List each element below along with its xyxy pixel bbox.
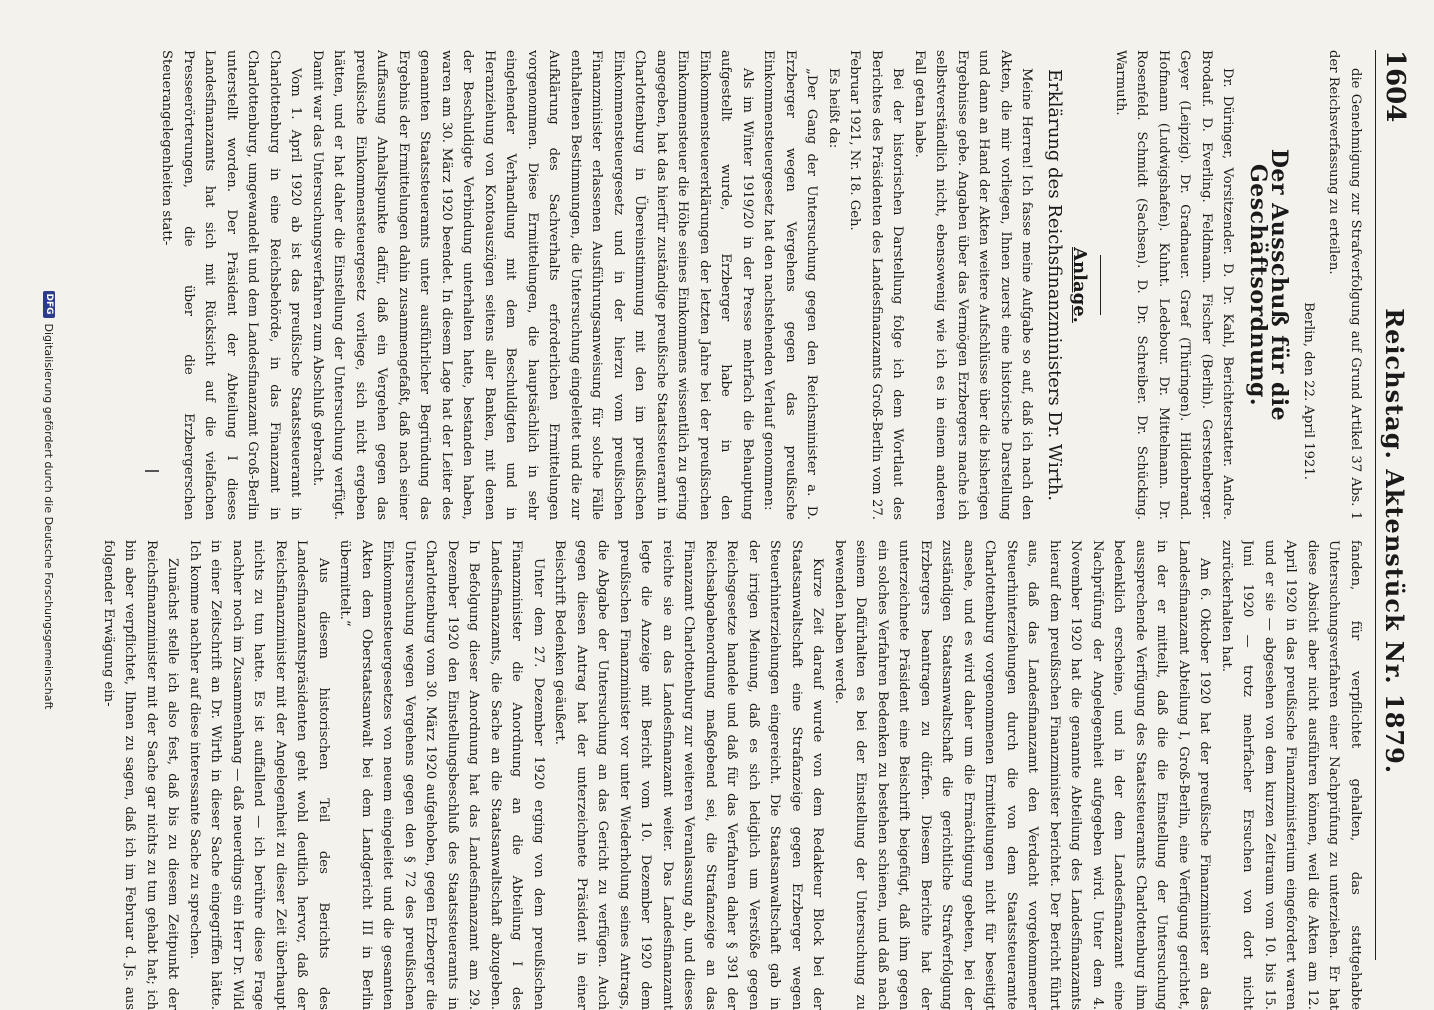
header-title: Reichstag. Aktenstück Nr. 1879. <box>1380 308 1409 775</box>
paragraph: Bei der historischen Darstellung folge ich dem Wortlaut des Berichtes des Präsidenten des Landesfinanzamts Groß-Berlin vom 27. Februar 1921, Nr. 18. Geh. <box>847 50 906 520</box>
paragraph: Aus diesem historischen Teil des Berichts des Landesfinanzamtspräsidenten geht wohl deutlich hervor, daß der Reichsfinanzminister mit der Angelegenheit zu dieser Zeit überhaupt nichts zu tun hatte. Es ist auffallend — ich berühre diese Frage nachher noch im Zusammenhang — daß neuerdings ein Herr Dr. Wild in einer Zeitschrift an Dr. Wirth in dieser Sache eingegriffen hätte. Ich komme nachher auf diese interessante Sache zu sprechen. <box>187 540 331 1010</box>
dfg-logo-icon: DFG <box>43 291 55 318</box>
paragraph: Es heißt da: <box>826 68 841 149</box>
paragraph: Unter dem 27. Dezember 1920 erging von dem preußischen Finanzminister die Anordnung an die Abteilung I des Landesfinanzamts, die Sache an die Staatsanwaltschaft abzugeben. In Befolgung dieser Anordnung hat das Landesfinanzamt am 29. Dezember 1920 den Einstellungsbeschluß des Staatssteueramts in Charlottenburg vom 30. März 1920 aufgehoben, gegen Erzberger die Untersuchung wegen Vergehens gegen den § 72 des preußischen Einkommensteuergesetzes von neuem eingeleitet und die gesamten Akten dem Oberstaatsanwalt bei dem Landgericht III in Berlin übermittelt.“ <box>337 540 546 1010</box>
page-body <box>74 0 1434 1010</box>
left-column <box>76 50 1366 520</box>
divider <box>1101 255 1102 315</box>
paragraph: Meine Herren! Ich fasse meine Aufgabe so auf, daß ich nach den Akten, die mir vorliegen, Ihnen zuerst eine historische Darstellung und dann an Hand der Akten weitere Aufschlüsse über die bisherigen Ergebnisse gebe. Angaben über das Vermögen Erzbergers mache ich selbstverständlich nicht, ebensowenig wie ich es in einem anderen Fall getan habe. <box>912 50 1035 520</box>
declaration-title: Erklärung des Reichsfinanzministers Dr. Wirth. <box>1044 68 1065 502</box>
margin-mark <box>145 470 159 472</box>
paragraph: Kurze Zeit darauf wurde von dem Redakteur Block bei der Staatsanwaltschaft eine Strafanzeige gegen Erzberger wegen Steuerhinterziehungen eingereicht. Die Staatsanwaltschaft gab in der irrigen Meinung, daß es sich lediglich um Verstöße gegen Reichsgesetze handele und daß für das Verfahren daher § 391 der Reichsabgabenordnung maßgebend sei, die Strafanzeige an das Finanzamt Charlottenburg zur weiteren Veranlassung ab, und dieses reichte sie an das Landesfinanzamt weiter. Das Landesfinanzamt legte die Anzeige mit Bericht vom 10. Dezember 1920 dem preußischen Finanzminister vor unter Wiederholung seines Antrags, die Abgabe der Untersuchung an das Gericht zu verfügen. Auch gegen diesen Antrag hat der unterzeichnete Präsident in einer Beischrift Bedenken geäußert. <box>552 540 826 1010</box>
member-list: Dr. Düringer, Vorsitzender. D. Dr. Kahl, Berichterstatter. Andre. Brodauf. D. Everling. Feldmann. Fischer (Berlin). Gerstenberger. Geyer (Leipzig). Dr. Gradnauer. Graef (Thüringen). Hildenbrand. Hofmann (Ludwigshafen). Kuhnt. Ledebour. Dr. Mittelmann. Dr. Rosenfeld. Schmidt (Sachsen). D. Dr. Schreiber. Dr. Schücking. Warmuth. <box>1113 50 1236 520</box>
paragraph: die Genehmigung zur Strafverfolgung auf Grund Artikel 37 Abs. 1 der Reichsverfassung zu erteilen. <box>1326 50 1363 520</box>
footer <box>34 0 64 1000</box>
anlage-heading: Anlage. <box>1069 247 1091 323</box>
paragraph: fanden, für verpflichtet gehalten, das stattgehabte Untersuchungsverfahren einer Nachprüfung zu unterziehen. Er hat diese Absicht aber nicht ausführen können, weil die Akten am 12. April 1920 in das preußische Finanzministerium eingefordert waren und er sie — abgesehen von dem kurzen Zeitraum vom 10. bis 15. Juni 1920 — trotz mehrfacher Ersuchen von dort nicht zurückerhalten hat. <box>1219 540 1363 1010</box>
paragraph: Am 6. Oktober 1920 hat der preußische Finanzminister an das Landesfinanzamt Abteilung I, Groß-Berlin, eine Verfügung gerichtet, in der er mitteilt, daß die die Einstellung der Untersuchung aussprechende Verfügung des Staatssteueramts Charlottenburg ihm bedenklich erscheine, und in der dem Landesfinanzamt eine Nachprüfung der Angelegenheit aufgegeben wird. Unter dem 4. November 1920 hat die genannte Abteilung des Landesfinanzamts hierauf dem preußischen Finanzminister berichtet. Der Bericht führt aus, daß das Landesfinanzamt den Verdacht vorgekommener Steuerhinterziehungen durch die von dem Staatssteueramte Charlottenburg vorgenommenen Ermittelungen nicht für beseitigt ansehe, und es wird daher um die Ermächtigung gebeten, bei der zuständigen Staatsanwaltschaft die gerichtliche Strafverfolgung Erzbergers beantragen zu dürfen. Diesem Berichte hat der unterzeichnete Präsident eine Beischrift beigefügt, daß ihm gegen ein solches Verfahren Bedenken zu bestehen schienen, und daß nach seinem Dafürhalten es bei der Einstellung der Untersuchung zu bewenden haben werde. <box>832 540 1213 1010</box>
paragraph: Vom 1. April 1920 ab ist das preußische Staatssteueramt in Charlottenburg in eine Reichsbehörde, in das Finanzamt in Charlottenburg, umgewandelt und dem Landesfinanzamt Groß-Berlin unterstellt worden. Der Präsident der Abteilung I dieses Landesfinanzamts hat sich mit Rücksicht auf die vielfachen Presseerörterungen, die über die Erzbergerschen Steuerangelegenheiten statt- <box>159 50 304 520</box>
paragraph: Zunächst stelle ich also fest, daß bis zu diesem Zeitpunkt der Reichsfinanzminister mit der Sache gar nichts zu tun gehabt hat; ich bin aber verpflichtet, Ihnen zu sagen, daß ich im Februar d. Js. aus folgender Erwägung ein- <box>101 540 181 1010</box>
date-line: Berlin, den 22. April 1921. <box>1301 302 1316 480</box>
footer-credit: Digitalisierung gefördert durch die Deutsche Forschungsgemeinschaft <box>42 323 56 710</box>
right-column <box>76 540 1366 1010</box>
page-number: 1604 <box>1380 50 1410 123</box>
paragraph: Als im Winter 1919/20 in der Presse mehrfach die Behauptung aufgestellt wurde, Erzberger habe in den Einkommensteuererklärungen der letzten Jahre bei der preußischen Einkommensteuer die Höhe seines Einkommens wissentlich zu gering angegeben, hat das hierfür zuständige preußische Staatssteueramt in Charlottenburg in Übereinstimmung mit den im preußischen Einkommensteuergesetz und in der hierzu vom preußischen Finanzminister erlassenen Ausführungsanweisung für solche Fälle enthaltenen Bestimmungen, die Untersuchung eingeleitet und die zur Aufklärung des Sachverhalts erforderlichen Ermittelungen vorgenommen. Diese Ermittelungen, die hauptsächlich in sehr eingehender Verhandlung mit dem Beschuldigten und in Heranziehung von Kontoauszügen seitens aller Banken, mit denen der Beschuldigte Verbindung unterhalten hatte, bestanden haben, waren am 30. März 1920 beendet. In diesem Lage hat der Leiter des genannten Staatssteueramts unter ausführlicher Begründung das Ergebnis der Ermittelungen dahin zusammengefaßt, daß nach seiner Auffassung Anhaltspunkte dafür, daß ein Vergehen gegen das preußische Einkommensteuergesetz vorliege, sich nicht ergeben hätten, und er hat daher die Einstellung der Untersuchung verfügt. Damit war das Untersuchungsverfahren zum Abschluß gebracht. <box>310 50 755 520</box>
paragraph: „Der Gang der Untersuchung gegen den Reichsminister a. D. Erzberger wegen Vergehens gegen das preußische Einkommensteuergesetz hat den nachstehenden Verlauf genommen: <box>761 50 820 520</box>
page-header <box>1375 50 1420 960</box>
committee-heading: Der Ausschuß für die Geschäftsordnung. <box>1245 148 1293 422</box>
